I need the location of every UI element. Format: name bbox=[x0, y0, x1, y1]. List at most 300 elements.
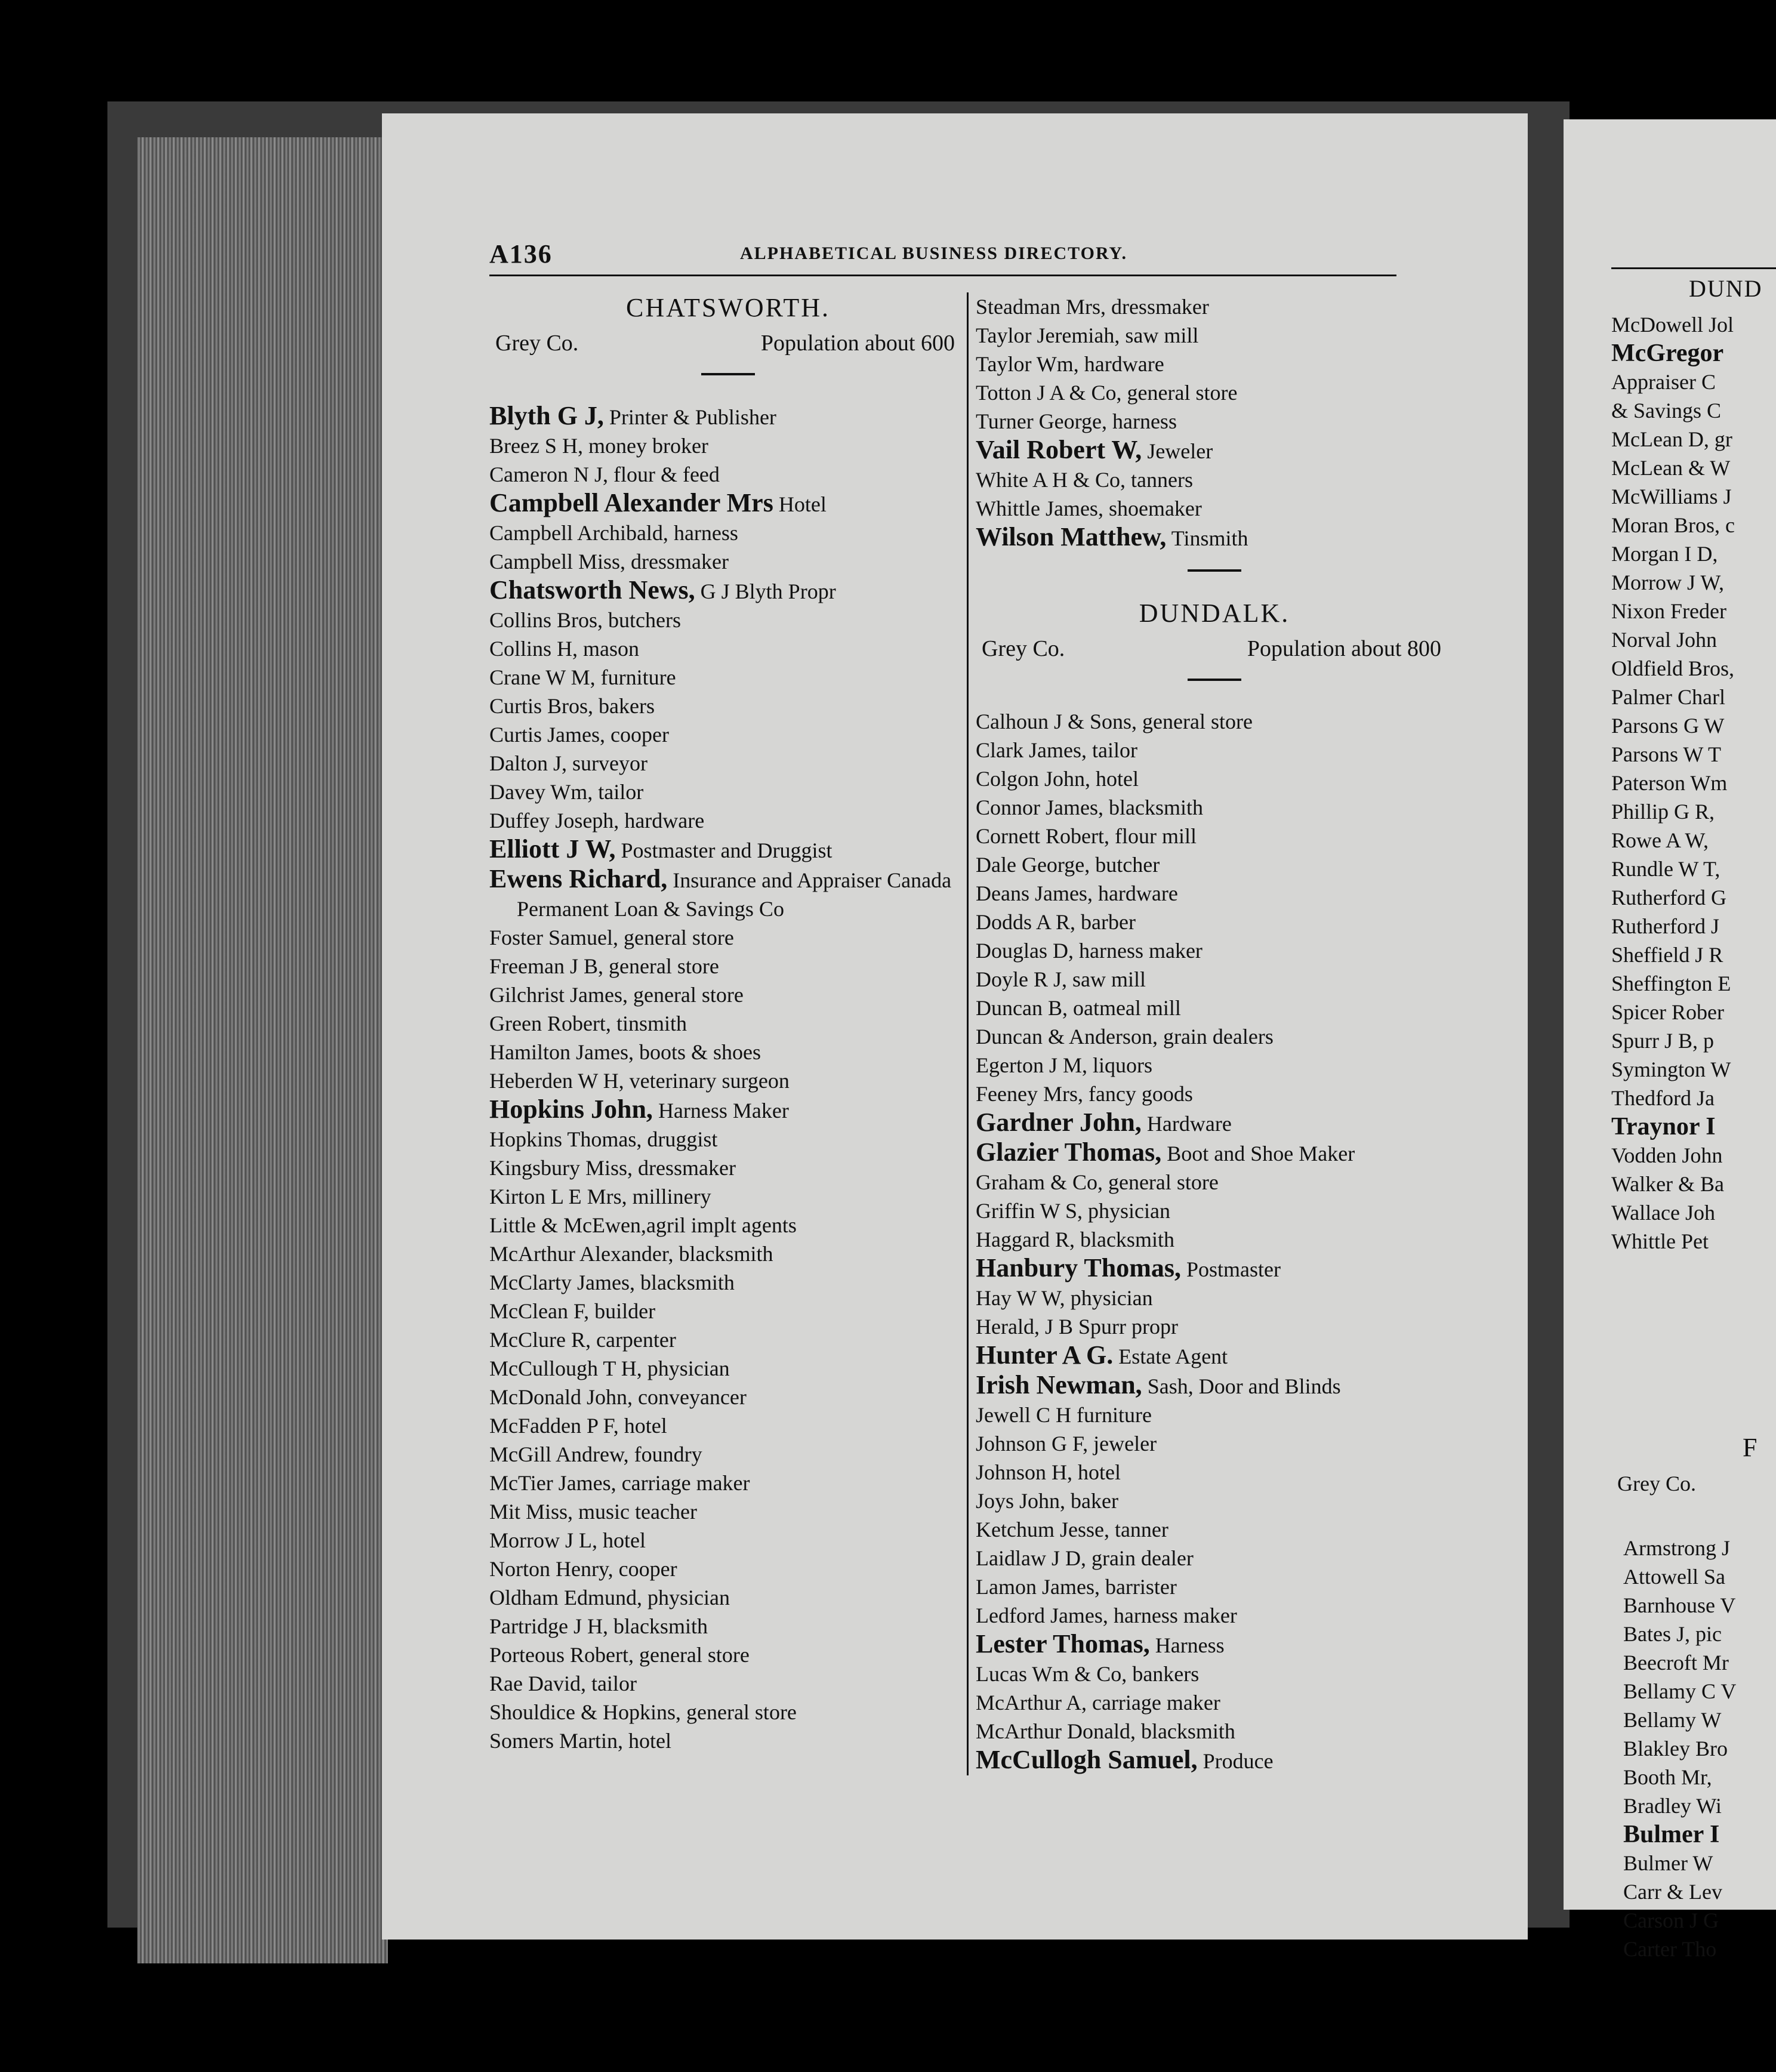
entry-description: harness bbox=[1106, 409, 1177, 433]
section-rule bbox=[1188, 569, 1241, 572]
directory-entry-partial: Symington W bbox=[1611, 1057, 1731, 1081]
entry-description: druggist bbox=[642, 1127, 718, 1151]
directory-entry-partial: McWilliams J bbox=[1611, 485, 1732, 508]
entry-name: McClean F, bbox=[489, 1299, 590, 1323]
entry-description: harness maker bbox=[1074, 939, 1202, 963]
directory-entry-partial: Booth Mr, bbox=[1623, 1765, 1712, 1789]
right-page-county: Grey Co. bbox=[1617, 1472, 1696, 1496]
entry-description: tinsmith bbox=[610, 1012, 687, 1035]
directory-entry bbox=[489, 634, 967, 663]
entry-name: Little & McEwen, bbox=[489, 1213, 646, 1237]
directory-entry bbox=[976, 321, 1453, 350]
entry-name: McDonald John, bbox=[489, 1385, 633, 1409]
entry-description: Insurance and Appraiser Canada Permanent Loan & Savings Co bbox=[517, 868, 952, 921]
directory-entry-partial: Vodden John bbox=[1611, 1143, 1723, 1167]
directory-entry-partial: Rutherford G bbox=[1611, 886, 1726, 909]
directory-entry bbox=[489, 1383, 967, 1411]
entry-name: Dalton J, bbox=[489, 751, 567, 775]
entry-name: Ewens Richard, bbox=[489, 864, 668, 893]
directory-entry bbox=[489, 1211, 967, 1240]
directory-entry bbox=[489, 778, 967, 806]
county-line-dundalk bbox=[976, 636, 1453, 662]
entry-description: physician bbox=[1065, 1286, 1153, 1310]
directory-entry-partial: Oldfield Bros, bbox=[1611, 656, 1734, 680]
entry-description: physician bbox=[642, 1586, 730, 1610]
directory-entry bbox=[489, 1555, 967, 1583]
entry-description: saw mill bbox=[1120, 323, 1199, 347]
directory-entry bbox=[489, 1669, 967, 1698]
entry-name: McArthur Alexander, bbox=[489, 1242, 674, 1266]
entry-description: foundry bbox=[628, 1442, 702, 1466]
directory-entry bbox=[489, 1526, 967, 1555]
entry-name: Hanbury Thomas, bbox=[976, 1253, 1181, 1282]
entry-name: Porteous Robert, bbox=[489, 1643, 634, 1667]
entry-description: hotel bbox=[622, 1729, 671, 1753]
directory-entry bbox=[489, 1268, 967, 1297]
entry-name: McTier James, bbox=[489, 1471, 616, 1495]
directory-entry bbox=[976, 936, 1453, 965]
directory-entry bbox=[976, 1197, 1453, 1225]
entry-name: Laidlaw J D, bbox=[976, 1546, 1086, 1570]
directory-entry bbox=[976, 736, 1453, 764]
entry-description: money broker bbox=[582, 434, 708, 458]
entry-description: liquors bbox=[1087, 1053, 1152, 1077]
entry-description: furniture bbox=[1071, 1403, 1152, 1427]
right-page-rule bbox=[1611, 267, 1776, 269]
entry-name: Hamilton James, bbox=[489, 1040, 634, 1064]
right-page-section-letter: F bbox=[1743, 1433, 1758, 1462]
entry-description: Tinsmith bbox=[1166, 526, 1248, 550]
entry-description: carpenter bbox=[590, 1328, 676, 1352]
directory-entry bbox=[489, 952, 967, 980]
directory-entry bbox=[489, 1240, 967, 1268]
entry-description: tailor bbox=[593, 780, 644, 804]
entry-description: cooper bbox=[613, 1557, 677, 1581]
entry-description: blacksmith bbox=[608, 1614, 708, 1638]
entry-description: millinery bbox=[627, 1185, 711, 1208]
directory-entry-partial: Moran Bros, c bbox=[1611, 513, 1735, 537]
directory-entry bbox=[976, 1515, 1453, 1544]
directory-entry-partial: Nixon Freder bbox=[1611, 599, 1726, 623]
directory-entry bbox=[976, 407, 1453, 436]
entry-description: furniture bbox=[595, 665, 676, 689]
entry-name: Campbell Miss, bbox=[489, 550, 626, 574]
directory-entry bbox=[976, 436, 1453, 465]
right-page-list-2 bbox=[1623, 1534, 1736, 1963]
directory-entry-partial: Attowell Sa bbox=[1623, 1565, 1725, 1589]
entry-description: hotel bbox=[1090, 767, 1139, 791]
directory-entry bbox=[976, 1487, 1453, 1515]
directory-entry-partial: McGregor bbox=[1611, 340, 1724, 367]
entry-name: Norton Henry, bbox=[489, 1557, 613, 1581]
entry-description: hardware bbox=[1078, 352, 1164, 376]
directory-entry-partial: Norval John bbox=[1611, 628, 1717, 652]
directory-entry bbox=[976, 1254, 1453, 1284]
entry-name: Chatsworth News, bbox=[489, 575, 695, 605]
entry-name: Vail Robert W, bbox=[976, 435, 1142, 464]
section-rule bbox=[1188, 679, 1241, 681]
entry-description: dressmaker bbox=[633, 1156, 736, 1180]
directory-entry bbox=[976, 908, 1453, 936]
county: Grey Co. bbox=[982, 636, 1065, 661]
entry-description: general store bbox=[1137, 710, 1253, 733]
entry-description: Hardware bbox=[1141, 1112, 1232, 1136]
directory-entry bbox=[489, 1440, 967, 1469]
directory-entry-partial: Paterson Wm bbox=[1611, 771, 1728, 795]
entry-name: Totton J A & Co, bbox=[976, 381, 1122, 405]
directory-entry-partial: Traynor I bbox=[1611, 1113, 1716, 1140]
entry-description: oatmeal mill bbox=[1067, 996, 1181, 1020]
directory-entry bbox=[976, 1401, 1453, 1429]
entry-description: tailor bbox=[585, 1672, 637, 1695]
directory-entry bbox=[489, 1411, 967, 1440]
entry-name: Glazier Thomas, bbox=[976, 1137, 1162, 1167]
entry-description: butcher bbox=[1090, 853, 1160, 877]
directory-entry bbox=[976, 1341, 1453, 1371]
entry-description: Postmaster and Druggist bbox=[615, 838, 832, 862]
entry-description: barber bbox=[1075, 910, 1136, 934]
entry-description: shoemaker bbox=[1103, 497, 1202, 520]
directory-entry bbox=[976, 965, 1453, 994]
directory-entry bbox=[976, 292, 1453, 321]
entry-description: fancy goods bbox=[1083, 1082, 1193, 1106]
entry-name: Campbell Archibald, bbox=[489, 521, 668, 545]
entry-description: Harness bbox=[1149, 1633, 1225, 1657]
entry-name: Turner George, bbox=[976, 409, 1107, 433]
entry-description: Produce bbox=[1197, 1749, 1274, 1773]
directory-entry-partial: Thedford Ja bbox=[1611, 1086, 1715, 1110]
entry-name: Cornett Robert, bbox=[976, 824, 1109, 848]
directory-entry bbox=[976, 1138, 1453, 1168]
entry-name: Davey Wm, bbox=[489, 780, 593, 804]
entry-description: surveyor bbox=[567, 751, 648, 775]
entry-description: general store bbox=[681, 1700, 797, 1724]
directory-entry-partial: Parsons G W bbox=[1611, 714, 1725, 738]
directory-entry-partial: & Savings C bbox=[1611, 399, 1722, 423]
entry-name: Duncan & Anderson, bbox=[976, 1025, 1158, 1049]
entry-name: Calhoun J & Sons, bbox=[976, 710, 1137, 733]
directory-entry-partial: McLean & W bbox=[1611, 456, 1731, 480]
entry-description: builder bbox=[589, 1299, 656, 1323]
entry-name: Heberden W H, bbox=[489, 1069, 624, 1093]
page-number: A136 bbox=[489, 239, 553, 269]
directory-entry bbox=[489, 1066, 967, 1095]
directory-entry bbox=[489, 923, 967, 952]
entry-description: jeweler bbox=[1088, 1432, 1157, 1456]
directory-entry bbox=[489, 865, 967, 923]
directory-entry bbox=[489, 1297, 967, 1325]
directory-entry-partial: Sheffington E bbox=[1611, 972, 1731, 995]
population: Population about 600 bbox=[760, 331, 955, 356]
entry-description: hardware bbox=[1092, 881, 1178, 905]
entry-name: Gilchrist James, bbox=[489, 983, 628, 1007]
directory-entry-partial: McLean D, gr bbox=[1611, 427, 1732, 451]
directory-entry bbox=[489, 489, 967, 519]
entry-name: Colgon John, bbox=[976, 767, 1091, 791]
directory-entry bbox=[976, 494, 1453, 523]
entry-name: Kingsbury Miss, bbox=[489, 1156, 633, 1180]
entry-description: bakers bbox=[593, 694, 655, 718]
entry-name: McCullogh Samuel, bbox=[976, 1745, 1198, 1774]
entry-description: carriage maker bbox=[616, 1471, 750, 1495]
directory-entry bbox=[976, 1022, 1453, 1051]
entry-name: Freeman J B, bbox=[489, 954, 603, 978]
directory-entry bbox=[976, 1371, 1453, 1401]
entry-name: Hay W W, bbox=[976, 1286, 1065, 1310]
directory-entry bbox=[976, 1458, 1453, 1487]
directory-entry bbox=[976, 1225, 1453, 1254]
entry-name: Hopkins John, bbox=[489, 1094, 653, 1124]
entry-name: Deans James, bbox=[976, 881, 1093, 905]
entry-name: Herald, bbox=[976, 1315, 1040, 1339]
directory-entry-partial: Barnhouse V bbox=[1623, 1593, 1736, 1617]
directory-entry bbox=[976, 793, 1453, 822]
directory-entry bbox=[489, 835, 967, 865]
entry-list-chatsworth-continued bbox=[976, 292, 1453, 553]
directory-entry bbox=[489, 1354, 967, 1383]
right-page-town-title: DUND bbox=[1689, 275, 1763, 302]
entry-description: general store bbox=[627, 983, 744, 1007]
entry-name: Mit Miss, bbox=[489, 1500, 574, 1524]
entry-description: carriage maker bbox=[1086, 1691, 1220, 1715]
entry-name: McCullough T H, bbox=[489, 1356, 642, 1380]
entry-name: McFadden P F, bbox=[489, 1414, 619, 1438]
entry-name: Somers Martin, bbox=[489, 1729, 623, 1753]
directory-entry-partial: Carter Tho bbox=[1623, 1937, 1717, 1961]
entry-name: Lucas Wm & Co, bbox=[976, 1662, 1127, 1686]
directory-entry-partial: Bellamy W bbox=[1623, 1708, 1722, 1732]
entry-name: Joys John, bbox=[976, 1489, 1066, 1513]
entry-description: harness bbox=[668, 521, 738, 545]
directory-entry bbox=[976, 378, 1453, 407]
directory-entry bbox=[489, 431, 967, 460]
directory-entry-partial: Carr & Lev bbox=[1623, 1880, 1722, 1904]
entry-description: cooper bbox=[605, 723, 669, 747]
directory-entry bbox=[489, 1583, 967, 1612]
entry-description: Boot and Shoe Maker bbox=[1161, 1142, 1355, 1166]
directory-entry bbox=[976, 1601, 1453, 1630]
entry-name: Collins Bros, bbox=[489, 608, 603, 632]
entry-description: tailor bbox=[1086, 738, 1137, 762]
entry-name: Egerton J M, bbox=[976, 1053, 1087, 1077]
entry-name: Graham & Co, bbox=[976, 1170, 1103, 1194]
entry-description: Estate Agent bbox=[1113, 1345, 1228, 1368]
directory-entry-partial: Morgan I D, bbox=[1611, 542, 1718, 566]
directory-entry bbox=[976, 1312, 1453, 1341]
entry-description: barrister bbox=[1099, 1575, 1177, 1599]
directory-entry bbox=[489, 1182, 967, 1211]
entry-name: Curtis Bros, bbox=[489, 694, 594, 718]
directory-entry-partial: Spurr J B, p bbox=[1611, 1029, 1715, 1053]
entry-name: Taylor Jeremiah, bbox=[976, 323, 1120, 347]
directory-entry bbox=[489, 402, 967, 431]
entry-name: Griffin W S, bbox=[976, 1199, 1083, 1223]
section-rule bbox=[701, 373, 755, 375]
directory-entry-partial: Rowe A W, bbox=[1611, 828, 1709, 852]
entry-description: Printer & Publisher bbox=[603, 405, 776, 429]
entry-name: Morrow J L, bbox=[489, 1528, 597, 1552]
entry-description: hotel bbox=[597, 1528, 646, 1552]
entry-name: Whittle James, bbox=[976, 497, 1103, 520]
entry-name: Breez S H, bbox=[489, 434, 583, 458]
entry-description: J B Spurr propr bbox=[1039, 1315, 1178, 1339]
directory-entry bbox=[489, 980, 967, 1009]
page-header bbox=[489, 239, 1396, 276]
directory-entry bbox=[489, 692, 967, 720]
entry-description: Jeweler bbox=[1142, 439, 1213, 463]
directory-entry bbox=[976, 1572, 1453, 1601]
entry-name: Gardner John, bbox=[976, 1108, 1142, 1137]
entry-description: hardware bbox=[619, 809, 705, 832]
entry-name: Dale George, bbox=[976, 853, 1090, 877]
directory-entry bbox=[489, 1698, 967, 1726]
entry-name: Cameron N J, bbox=[489, 462, 608, 486]
directory-entry-partial: Bulmer W bbox=[1623, 1851, 1713, 1875]
directory-entry bbox=[976, 1168, 1453, 1197]
entry-description: dressmaker bbox=[625, 550, 729, 574]
directory-entry bbox=[489, 1009, 967, 1038]
directory-entry bbox=[976, 1051, 1453, 1080]
entry-description: harness maker bbox=[1108, 1604, 1237, 1627]
entry-description: boots & shoes bbox=[633, 1040, 761, 1064]
directory-entry bbox=[489, 1154, 967, 1182]
directory-entry-partial: Bates J, pic bbox=[1623, 1622, 1722, 1646]
directory-entry bbox=[489, 1038, 967, 1066]
entry-name: Blyth G J, bbox=[489, 401, 604, 430]
entry-name: Taylor Wm, bbox=[976, 352, 1079, 376]
directory-entry bbox=[976, 465, 1453, 494]
directory-entry-partial: Palmer Charl bbox=[1611, 685, 1725, 709]
directory-entry-partial: Blakley Bro bbox=[1623, 1737, 1728, 1760]
entry-description: general store bbox=[1121, 381, 1238, 405]
column-middle bbox=[967, 292, 1453, 1775]
entry-description: tanners bbox=[1126, 468, 1193, 492]
directory-entry bbox=[976, 764, 1453, 793]
entry-name: Steadman Mrs, bbox=[976, 295, 1106, 319]
entry-name: Jewell C H bbox=[976, 1403, 1071, 1427]
directory-entry-partial: Bellamy C V bbox=[1623, 1679, 1737, 1703]
directory-entry bbox=[489, 1641, 967, 1669]
entry-name: Campbell Alexander Mrs bbox=[489, 488, 773, 517]
directory-entry bbox=[976, 1284, 1453, 1312]
directory-entry-partial: Carson J G bbox=[1623, 1908, 1719, 1932]
entry-description: hotel bbox=[618, 1414, 667, 1438]
entry-description: music teacher bbox=[573, 1500, 697, 1524]
entry-name: Ledford James, bbox=[976, 1604, 1108, 1627]
directory-entry-partial: McDowell Jol bbox=[1611, 313, 1734, 337]
entry-list-chatsworth bbox=[489, 402, 967, 1755]
entry-description: blacksmith bbox=[673, 1242, 773, 1266]
directory-entry-partial: Walker & Ba bbox=[1611, 1172, 1725, 1196]
entry-name: Clark James, bbox=[976, 738, 1087, 762]
column-left bbox=[489, 292, 967, 1755]
directory-entry bbox=[489, 1095, 967, 1125]
entry-name: Foster Samuel, bbox=[489, 926, 618, 949]
entry-name: Partridge J H, bbox=[489, 1614, 608, 1638]
entry-name: Johnson H, bbox=[976, 1460, 1073, 1484]
directory-entry bbox=[976, 1544, 1453, 1572]
page-edges bbox=[137, 137, 388, 1963]
directory-entry-partial: Phillip G R, bbox=[1611, 800, 1715, 824]
entry-name: Lamon James, bbox=[976, 1575, 1100, 1599]
entry-description: agril implt agents bbox=[646, 1213, 797, 1237]
directory-entry bbox=[976, 994, 1453, 1022]
entry-name: Kirton L E Mrs, bbox=[489, 1185, 627, 1208]
entry-description: tanner bbox=[1109, 1518, 1168, 1541]
directory-entry bbox=[489, 1612, 967, 1641]
entry-description: flour & feed bbox=[608, 462, 720, 486]
entry-name: Collins H, bbox=[489, 637, 578, 661]
county-line-chatsworth bbox=[489, 330, 967, 356]
directory-entry bbox=[489, 606, 967, 634]
entry-name: McArthur A, bbox=[976, 1691, 1087, 1715]
directory-entry bbox=[976, 350, 1453, 378]
entry-description: veterinary surgeon bbox=[624, 1069, 790, 1093]
entry-description: grain dealer bbox=[1086, 1546, 1194, 1570]
directory-entry bbox=[976, 707, 1453, 736]
entry-name: Connor James, bbox=[976, 796, 1103, 819]
directory-entry bbox=[976, 1108, 1453, 1138]
entry-name: McGill Andrew, bbox=[489, 1442, 629, 1466]
directory-entry-partial: Morrow J W, bbox=[1611, 571, 1725, 594]
town-heading-dundalk: DUNDALK. bbox=[1139, 599, 1290, 628]
entry-name: McClarty James, bbox=[489, 1271, 635, 1294]
directory-entry bbox=[976, 1630, 1453, 1660]
entry-description: bankers bbox=[1127, 1662, 1200, 1686]
entry-name: Rae David, bbox=[489, 1672, 586, 1695]
entry-description: baker bbox=[1065, 1489, 1118, 1513]
directory-entry bbox=[976, 523, 1453, 553]
right-page-list bbox=[1611, 310, 1735, 1256]
directory-entry bbox=[489, 519, 967, 547]
directory-entry bbox=[489, 720, 967, 749]
entry-description: blacksmith bbox=[1135, 1719, 1235, 1743]
entry-description: general store bbox=[633, 1643, 750, 1667]
directory-entry-partial: Beecroft Mr bbox=[1623, 1651, 1729, 1675]
entry-description: blacksmith bbox=[634, 1271, 735, 1294]
entry-name: Ketchum Jesse, bbox=[976, 1518, 1109, 1541]
entry-name: Haggard R, bbox=[976, 1228, 1075, 1251]
entry-description: general store bbox=[1102, 1170, 1219, 1194]
entry-description: mason bbox=[578, 637, 640, 661]
running-title: ALPHABETICAL BUSINESS DIRECTORY. bbox=[740, 243, 1127, 263]
directory-entry bbox=[976, 1080, 1453, 1108]
entry-name: McArthur Donald, bbox=[976, 1719, 1136, 1743]
directory-entry bbox=[976, 1746, 1453, 1775]
entry-description: saw mill bbox=[1067, 967, 1146, 991]
directory-entry-partial: Armstrong J bbox=[1623, 1536, 1730, 1560]
population: Population about 800 bbox=[1247, 636, 1441, 661]
entry-name: Crane W M, bbox=[489, 665, 596, 689]
directory-entry-partial: Bradley Wi bbox=[1623, 1794, 1722, 1818]
entry-name: Johnson G F, bbox=[976, 1432, 1089, 1456]
entry-name: Doyle R J, bbox=[976, 967, 1067, 991]
entry-description: general store bbox=[618, 926, 734, 949]
town-heading-chatsworth: CHATSWORTH. bbox=[625, 293, 831, 322]
directory-entry bbox=[976, 1688, 1453, 1717]
directory-entry bbox=[489, 749, 967, 778]
entry-description: blacksmith bbox=[1074, 1228, 1174, 1251]
county: Grey Co. bbox=[495, 331, 579, 356]
entry-name: Green Robert, bbox=[489, 1012, 611, 1035]
directory-entry-partial: Rundle W T, bbox=[1611, 857, 1720, 881]
directory-entry bbox=[489, 1497, 967, 1526]
entry-name: Irish Newman, bbox=[976, 1370, 1142, 1399]
entry-name: Douglas D, bbox=[976, 939, 1074, 963]
directory-entry bbox=[976, 1429, 1453, 1458]
directory-entry-partial: Whittle Pet bbox=[1611, 1229, 1709, 1253]
entry-name: Wilson Matthew, bbox=[976, 522, 1167, 551]
